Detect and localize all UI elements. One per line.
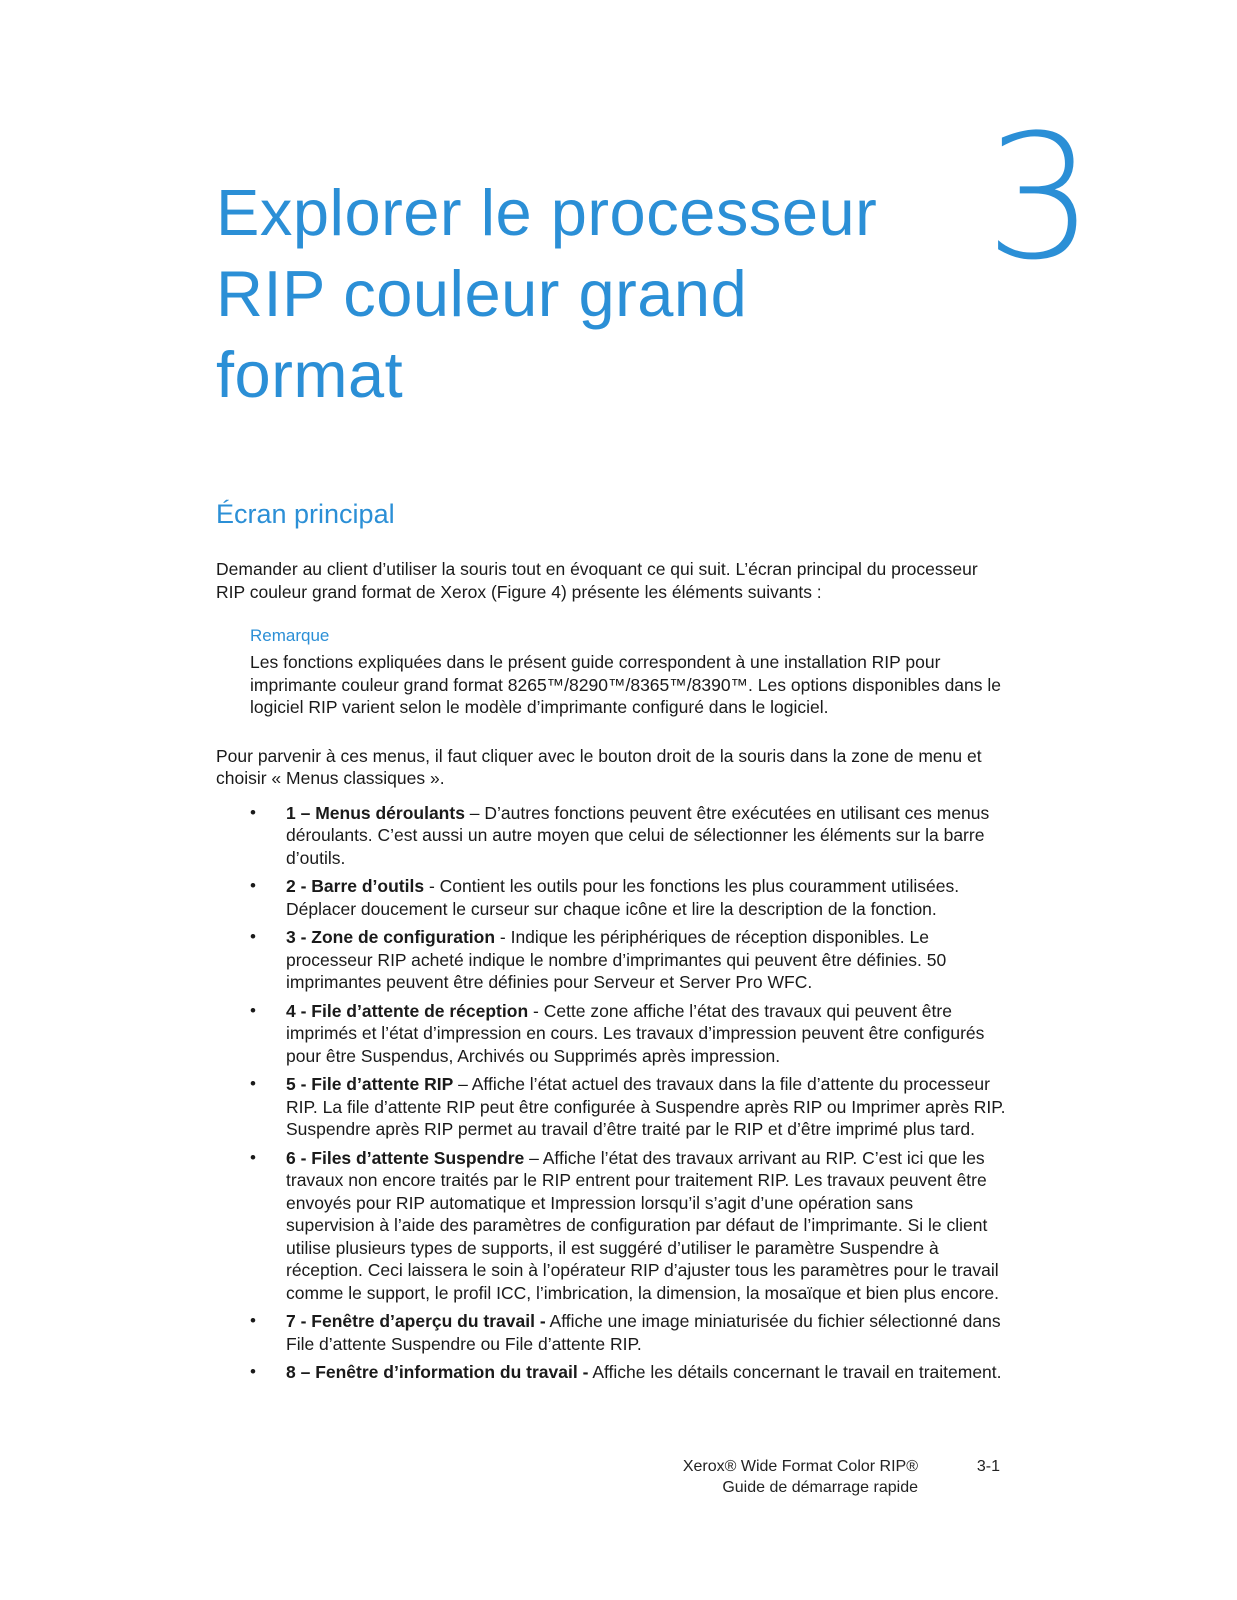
item-text: – D’autres fonctions peuvent être exécutées en utilisant ces menus déroulants. C’est aussi un autre moyen que celui de sélectionner les éléments sur la barre d’outils. [286,802,990,868]
footer-product-name: Xerox® Wide Format Color RIP® [682,1458,918,1475]
item-text: - Indique les périphériques de réception disponibles. Le processeur RIP acheté indique le nombre d’imprimantes qui peuvent être définies. 50 imprimantes peuvent être définies pour Serveur et Server Pro WFC. [286,927,947,992]
item-label: 6 - Files d’attente Suspendre [286,1147,525,1168]
chapter-title [216,172,936,415]
list-item [216,1147,1006,1305]
bullet-icon: • [250,802,256,822]
bullet-icon: • [250,1311,256,1330]
list-item [216,1073,1006,1141]
item-text: Affiche les détails concernant le travail en traitement. [588,1362,1002,1382]
item-label: 1 – Menus déroulants [286,802,465,823]
bullet-icon: • [250,1362,256,1381]
item-label: 7 - Fenêtre d’aperçu du travail - [286,1311,546,1331]
section-heading: Écran principal [216,499,395,529]
list-item [216,1361,1006,1384]
note-title: Remarque [250,626,330,645]
list-item [216,1000,1006,1068]
list-item [216,1310,1006,1355]
bullet-icon: • [250,1000,256,1020]
item-text: – Affiche l’état des travaux arrivant au RIP. C’est ici que les travaux non encore traités par le RIP entrent pour traitement RIP. Les travaux peuvent être envoyés pour RIP automatique et Impression lorsqu’il s’agit d’une opération sans supervision à l’aide des paramètres de configuration par défaut de l’imprimante. Si le client utilise plusieurs types de supports, il est suggéré d’utiliser le paramètre Suspendre à réception. Ceci laissera le soin à l’opérateur RIP d’ajuster tous les paramètres pour le travail comme le support, le profil ICC, l’imbrication, la dimension, la mosaïque et bien plus encore. [286,1147,999,1303]
list-item [216,802,1006,870]
chapter-number: 3 [985,97,1093,298]
bullet-icon: • [250,1147,256,1167]
chapter-title-line: Explorer le processeur [216,176,878,249]
item-label: 4 - File d’attente de réception [286,1000,529,1021]
item-text: - Contient les outils pour les fonctions les plus couramment utilisées. Déplacer doucement le curseur sur chaque icône et lire la description de la fonction. [286,876,960,919]
item-label: 5 - File d’attente RIP [286,1074,454,1094]
chapter-title-line: RIP couleur grand [216,257,748,330]
item-label: 2 - Barre d’outils [286,876,425,896]
item-text: - Cette zone affiche l’état des travaux qui peuvent être imprimés et l’état d’impression en cours. Les travaux d’impression peuvent être configurés pour être Suspendus, Archivés ou Supprimés après impression. [286,1000,985,1066]
item-text: – Affiche l’état actuel des travaux dans la file d’attente du processeur RIP. La file d’attente RIP peut être configurée à Suspendre après RIP ou Imprimer après RIP. Suspendre après RIP permet au travail d’être traité par le RIP et d’être imprimé plus tard. [286,1074,1006,1139]
bullet-icon: • [250,876,256,895]
item-label: 3 - Zone de configuration [286,927,496,947]
list-item [216,875,1006,920]
note-text: Les fonctions expliquées dans le présent guide correspondent à une installation RIP pour imprimante couleur grand format 8265™/8290™/8365™/8390™. Les options disponibles dans le logiciel RIP varient selon le modèle d’imprimante configuré dans le logiciel. [250,652,1002,717]
section-content [216,558,1006,1390]
intro-paragraph: Demander au client d’utiliser la souris tout en évoquant ce qui suit. L’écran principal du processeur RIP couleur grand format de Xerox (Figure 4) présente les éléments suivants : [216,559,978,602]
access-paragraph: Pour parvenir à ces menus, il faut cliquer avec le bouton droit de la souris dans la zone de menu et choisir « Menus classiques ». [216,745,982,788]
feature-list [216,802,1006,1384]
note-block [250,625,1006,719]
item-text: Affiche une image miniaturisée du fichier sélectionné dans File d’attente Suspendre ou File d’attente RIP. [286,1311,1001,1354]
bullet-icon: • [250,1074,256,1093]
item-label: 8 – Fenêtre d’information du travail - [286,1362,589,1382]
footer-subtitle: Guide de démarrage rapide [722,1479,918,1496]
list-item [216,926,1006,994]
page-number: 3-1 [976,1458,1000,1475]
bullet-icon: • [250,927,256,946]
chapter-title-line: format [216,338,404,411]
